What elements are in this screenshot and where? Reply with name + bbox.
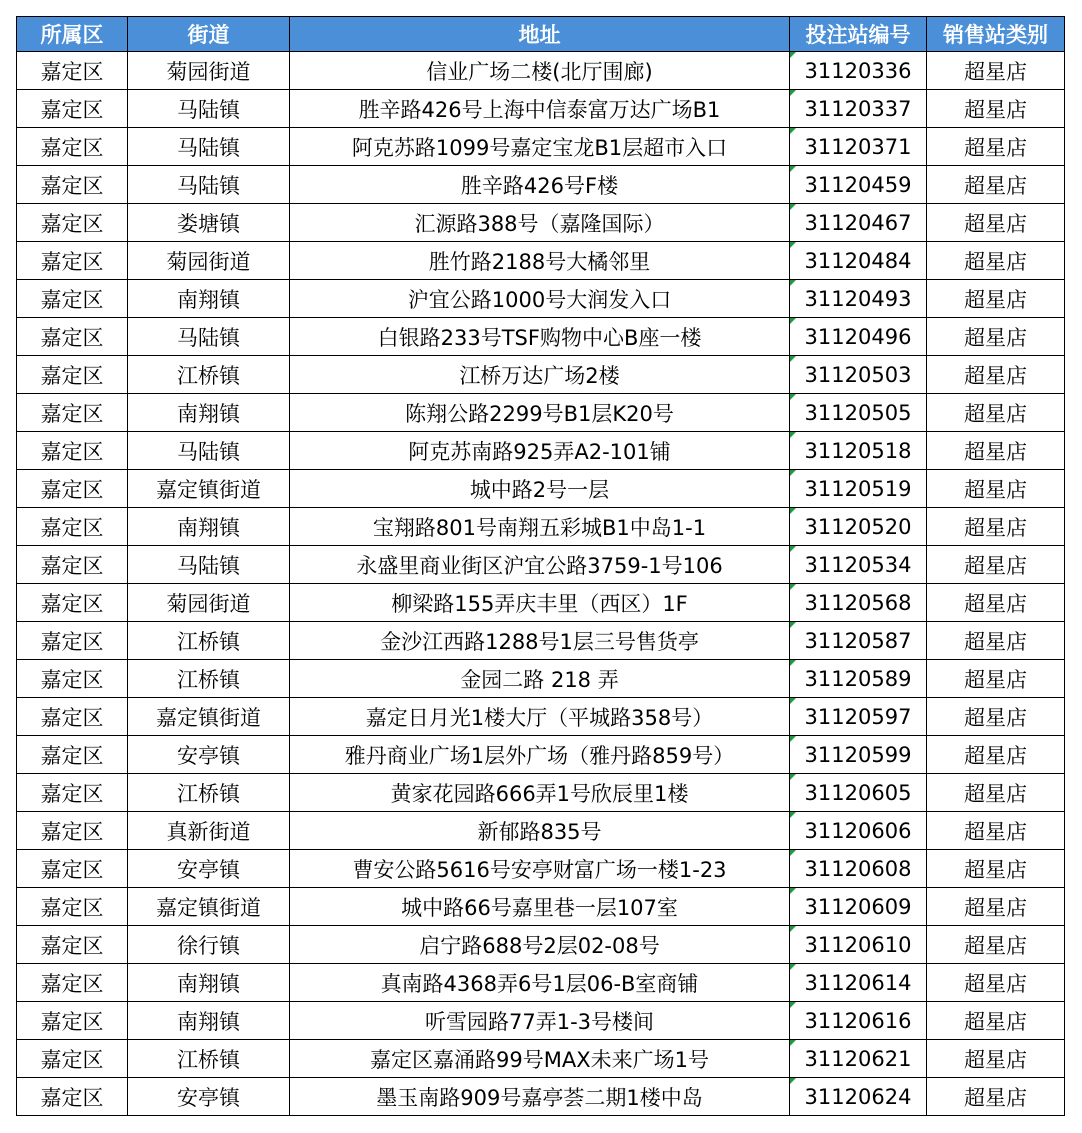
address-cell: 阿克苏路1099号嘉定宝龙B1层超市入口 (290, 128, 790, 166)
station-type-cell: 超星店 (927, 204, 1065, 242)
district-cell: 嘉定区 (17, 1002, 128, 1040)
district-cell: 嘉定区 (17, 926, 128, 964)
station-id-cell: 31120589 (790, 660, 927, 698)
station-type-cell: 超星店 (927, 584, 1065, 622)
street-cell: 南翔镇 (128, 964, 290, 1002)
station-id-cell: 31120534 (790, 546, 927, 584)
street-cell: 江桥镇 (128, 1040, 290, 1078)
district-cell: 嘉定区 (17, 166, 128, 204)
district-cell: 嘉定区 (17, 622, 128, 660)
address-cell: 胜辛路426号上海中信泰富万达广场B1 (290, 90, 790, 128)
station-id-cell: 31120518 (790, 432, 927, 470)
street-cell: 南翔镇 (128, 508, 290, 546)
district-cell: 嘉定区 (17, 318, 128, 356)
address-cell: 嘉定区嘉涌路99号MAX未来广场1号 (290, 1040, 790, 1078)
station-type-cell: 超星店 (927, 52, 1065, 90)
district-cell: 嘉定区 (17, 508, 128, 546)
address-cell: 雅丹商业广场1层外广场（雅丹路859号） (290, 736, 790, 774)
station-id-cell: 31120614 (790, 964, 927, 1002)
station-type-cell: 超星店 (927, 1078, 1065, 1116)
table-row (17, 812, 1065, 850)
station-id-cell: 31120520 (790, 508, 927, 546)
station-type-cell: 超星店 (927, 698, 1065, 736)
table-row (17, 432, 1065, 470)
address-cell: 新郁路835号 (290, 812, 790, 850)
table-row (17, 584, 1065, 622)
address-cell: 江桥万达广场2楼 (290, 356, 790, 394)
street-cell: 娄塘镇 (128, 204, 290, 242)
address-cell: 宝翔路801号南翔五彩城B1中岛1-1 (290, 508, 790, 546)
table-row (17, 242, 1065, 280)
street-cell: 安亭镇 (128, 1078, 290, 1116)
station-type-cell: 超星店 (927, 280, 1065, 318)
station-id-cell: 31120519 (790, 470, 927, 508)
table-row (17, 1040, 1065, 1078)
street-cell: 嘉定镇街道 (128, 888, 290, 926)
address-cell: 胜辛路426号F楼 (290, 166, 790, 204)
header-station-id: 投注站编号 (790, 17, 927, 52)
station-id-cell: 31120610 (790, 926, 927, 964)
street-cell: 嘉定镇街道 (128, 470, 290, 508)
street-cell: 南翔镇 (128, 280, 290, 318)
table-body (17, 52, 1065, 1116)
district-cell: 嘉定区 (17, 964, 128, 1002)
address-cell: 黄家花园路666弄1号欣辰里1楼 (290, 774, 790, 812)
street-cell: 马陆镇 (128, 318, 290, 356)
station-id-cell: 31120621 (790, 1040, 927, 1078)
station-id-cell: 31120608 (790, 850, 927, 888)
street-cell: 马陆镇 (128, 128, 290, 166)
table-row (17, 318, 1065, 356)
address-cell: 金沙江西路1288号1层三号售货亭 (290, 622, 790, 660)
address-cell: 嘉定日月光1楼大厅（平城路358号） (290, 698, 790, 736)
station-id-cell: 31120597 (790, 698, 927, 736)
district-cell: 嘉定区 (17, 736, 128, 774)
header-district: 所属区 (17, 17, 128, 52)
station-type-cell: 超星店 (927, 128, 1065, 166)
station-id-cell: 31120599 (790, 736, 927, 774)
address-cell: 曹安公路5616号安亭财富广场一楼1-23 (290, 850, 790, 888)
district-cell: 嘉定区 (17, 432, 128, 470)
table-row (17, 52, 1065, 90)
street-cell: 江桥镇 (128, 622, 290, 660)
district-cell: 嘉定区 (17, 242, 128, 280)
street-cell: 菊园街道 (128, 242, 290, 280)
district-cell: 嘉定区 (17, 546, 128, 584)
address-cell: 永盛里商业街区沪宜公路3759-1号106 (290, 546, 790, 584)
table-row (17, 356, 1065, 394)
district-cell: 嘉定区 (17, 356, 128, 394)
street-cell: 安亭镇 (128, 736, 290, 774)
street-cell: 马陆镇 (128, 432, 290, 470)
station-type-cell: 超星店 (927, 660, 1065, 698)
table-row (17, 128, 1065, 166)
street-cell: 菊园街道 (128, 584, 290, 622)
address-cell: 启宁路688号2层02-08号 (290, 926, 790, 964)
station-id-cell: 31120587 (790, 622, 927, 660)
station-type-cell: 超星店 (927, 774, 1065, 812)
station-type-cell: 超星店 (927, 622, 1065, 660)
district-cell: 嘉定区 (17, 1040, 128, 1078)
station-id-cell: 31120493 (790, 280, 927, 318)
district-cell: 嘉定区 (17, 774, 128, 812)
street-cell: 真新街道 (128, 812, 290, 850)
table-row (17, 394, 1065, 432)
table-row (17, 204, 1065, 242)
table-row (17, 470, 1065, 508)
header-row (17, 17, 1065, 52)
station-type-cell: 超星店 (927, 964, 1065, 1002)
station-id-cell: 31120337 (790, 90, 927, 128)
table-row (17, 166, 1065, 204)
station-type-cell: 超星店 (927, 1002, 1065, 1040)
station-type-cell: 超星店 (927, 1040, 1065, 1078)
street-cell: 江桥镇 (128, 356, 290, 394)
station-type-cell: 超星店 (927, 356, 1065, 394)
station-id-cell: 31120467 (790, 204, 927, 242)
district-cell: 嘉定区 (17, 280, 128, 318)
street-cell: 嘉定镇街道 (128, 698, 290, 736)
district-cell: 嘉定区 (17, 812, 128, 850)
station-id-cell: 31120606 (790, 812, 927, 850)
station-id-cell: 31120605 (790, 774, 927, 812)
table-row (17, 546, 1065, 584)
district-cell: 嘉定区 (17, 660, 128, 698)
address-cell: 阿克苏南路925弄A2-101铺 (290, 432, 790, 470)
address-cell: 汇源路388号（嘉隆国际） (290, 204, 790, 242)
district-cell: 嘉定区 (17, 90, 128, 128)
table-row (17, 774, 1065, 812)
street-cell: 南翔镇 (128, 394, 290, 432)
district-cell: 嘉定区 (17, 584, 128, 622)
street-cell: 江桥镇 (128, 774, 290, 812)
station-type-cell: 超星店 (927, 166, 1065, 204)
district-cell: 嘉定区 (17, 394, 128, 432)
station-id-cell: 31120616 (790, 1002, 927, 1040)
header-address: 地址 (290, 17, 790, 52)
table-row (17, 926, 1065, 964)
address-cell: 城中路66号嘉里巷一层107室 (290, 888, 790, 926)
street-cell: 菊园街道 (128, 52, 290, 90)
address-cell: 城中路2号一层 (290, 470, 790, 508)
station-id-cell: 31120505 (790, 394, 927, 432)
table-row (17, 280, 1065, 318)
district-cell: 嘉定区 (17, 1078, 128, 1116)
address-cell: 墨玉南路909号嘉亭荟二期1楼中岛 (290, 1078, 790, 1116)
table-row (17, 1002, 1065, 1040)
station-type-cell: 超星店 (927, 926, 1065, 964)
station-id-cell: 31120459 (790, 166, 927, 204)
station-table (16, 16, 1065, 1116)
station-type-cell: 超星店 (927, 394, 1065, 432)
station-id-cell: 31120568 (790, 584, 927, 622)
street-cell: 安亭镇 (128, 850, 290, 888)
station-type-cell: 超星店 (927, 432, 1065, 470)
station-type-cell: 超星店 (927, 470, 1065, 508)
address-cell: 胜竹路2188号大橘邻里 (290, 242, 790, 280)
address-cell: 金园二路 218 弄 (290, 660, 790, 698)
table-row (17, 622, 1065, 660)
table-row (17, 660, 1065, 698)
address-cell: 白银路233号TSF购物中心B座一楼 (290, 318, 790, 356)
district-cell: 嘉定区 (17, 888, 128, 926)
station-id-cell: 31120624 (790, 1078, 927, 1116)
station-type-cell: 超星店 (927, 508, 1065, 546)
address-cell: 陈翔公路2299号B1层K20号 (290, 394, 790, 432)
street-cell: 徐行镇 (128, 926, 290, 964)
header-street: 街道 (128, 17, 290, 52)
street-cell: 南翔镇 (128, 1002, 290, 1040)
district-cell: 嘉定区 (17, 698, 128, 736)
district-cell: 嘉定区 (17, 204, 128, 242)
station-type-cell: 超星店 (927, 888, 1065, 926)
station-id-cell: 31120609 (790, 888, 927, 926)
station-type-cell: 超星店 (927, 546, 1065, 584)
address-cell: 真南路4368弄6号1层06-B室商铺 (290, 964, 790, 1002)
station-type-cell: 超星店 (927, 242, 1065, 280)
district-cell: 嘉定区 (17, 128, 128, 166)
address-cell: 信业广场二楼(北厅围廊) (290, 52, 790, 90)
street-cell: 马陆镇 (128, 90, 290, 128)
street-cell: 马陆镇 (128, 166, 290, 204)
table-row (17, 698, 1065, 736)
address-cell: 柳梁路155弄庆丰里（西区）1F (290, 584, 790, 622)
header-station-type: 销售站类别 (927, 17, 1065, 52)
station-id-cell: 31120496 (790, 318, 927, 356)
street-cell: 马陆镇 (128, 546, 290, 584)
district-cell: 嘉定区 (17, 52, 128, 90)
table-row (17, 888, 1065, 926)
table-row (17, 90, 1065, 128)
address-cell: 沪宜公路1000号大润发入口 (290, 280, 790, 318)
district-cell: 嘉定区 (17, 850, 128, 888)
station-id-cell: 31120371 (790, 128, 927, 166)
table-row (17, 508, 1065, 546)
station-type-cell: 超星店 (927, 90, 1065, 128)
district-cell: 嘉定区 (17, 470, 128, 508)
table-header (17, 17, 1065, 52)
table-row (17, 736, 1065, 774)
station-type-cell: 超星店 (927, 850, 1065, 888)
table-row (17, 1078, 1065, 1116)
station-type-cell: 超星店 (927, 812, 1065, 850)
table-row (17, 964, 1065, 1002)
address-cell: 听雪园路77弄1-3号楼间 (290, 1002, 790, 1040)
station-id-cell: 31120336 (790, 52, 927, 90)
table-row (17, 850, 1065, 888)
station-type-cell: 超星店 (927, 318, 1065, 356)
station-type-cell: 超星店 (927, 736, 1065, 774)
street-cell: 江桥镇 (128, 660, 290, 698)
station-id-cell: 31120484 (790, 242, 927, 280)
station-id-cell: 31120503 (790, 356, 927, 394)
